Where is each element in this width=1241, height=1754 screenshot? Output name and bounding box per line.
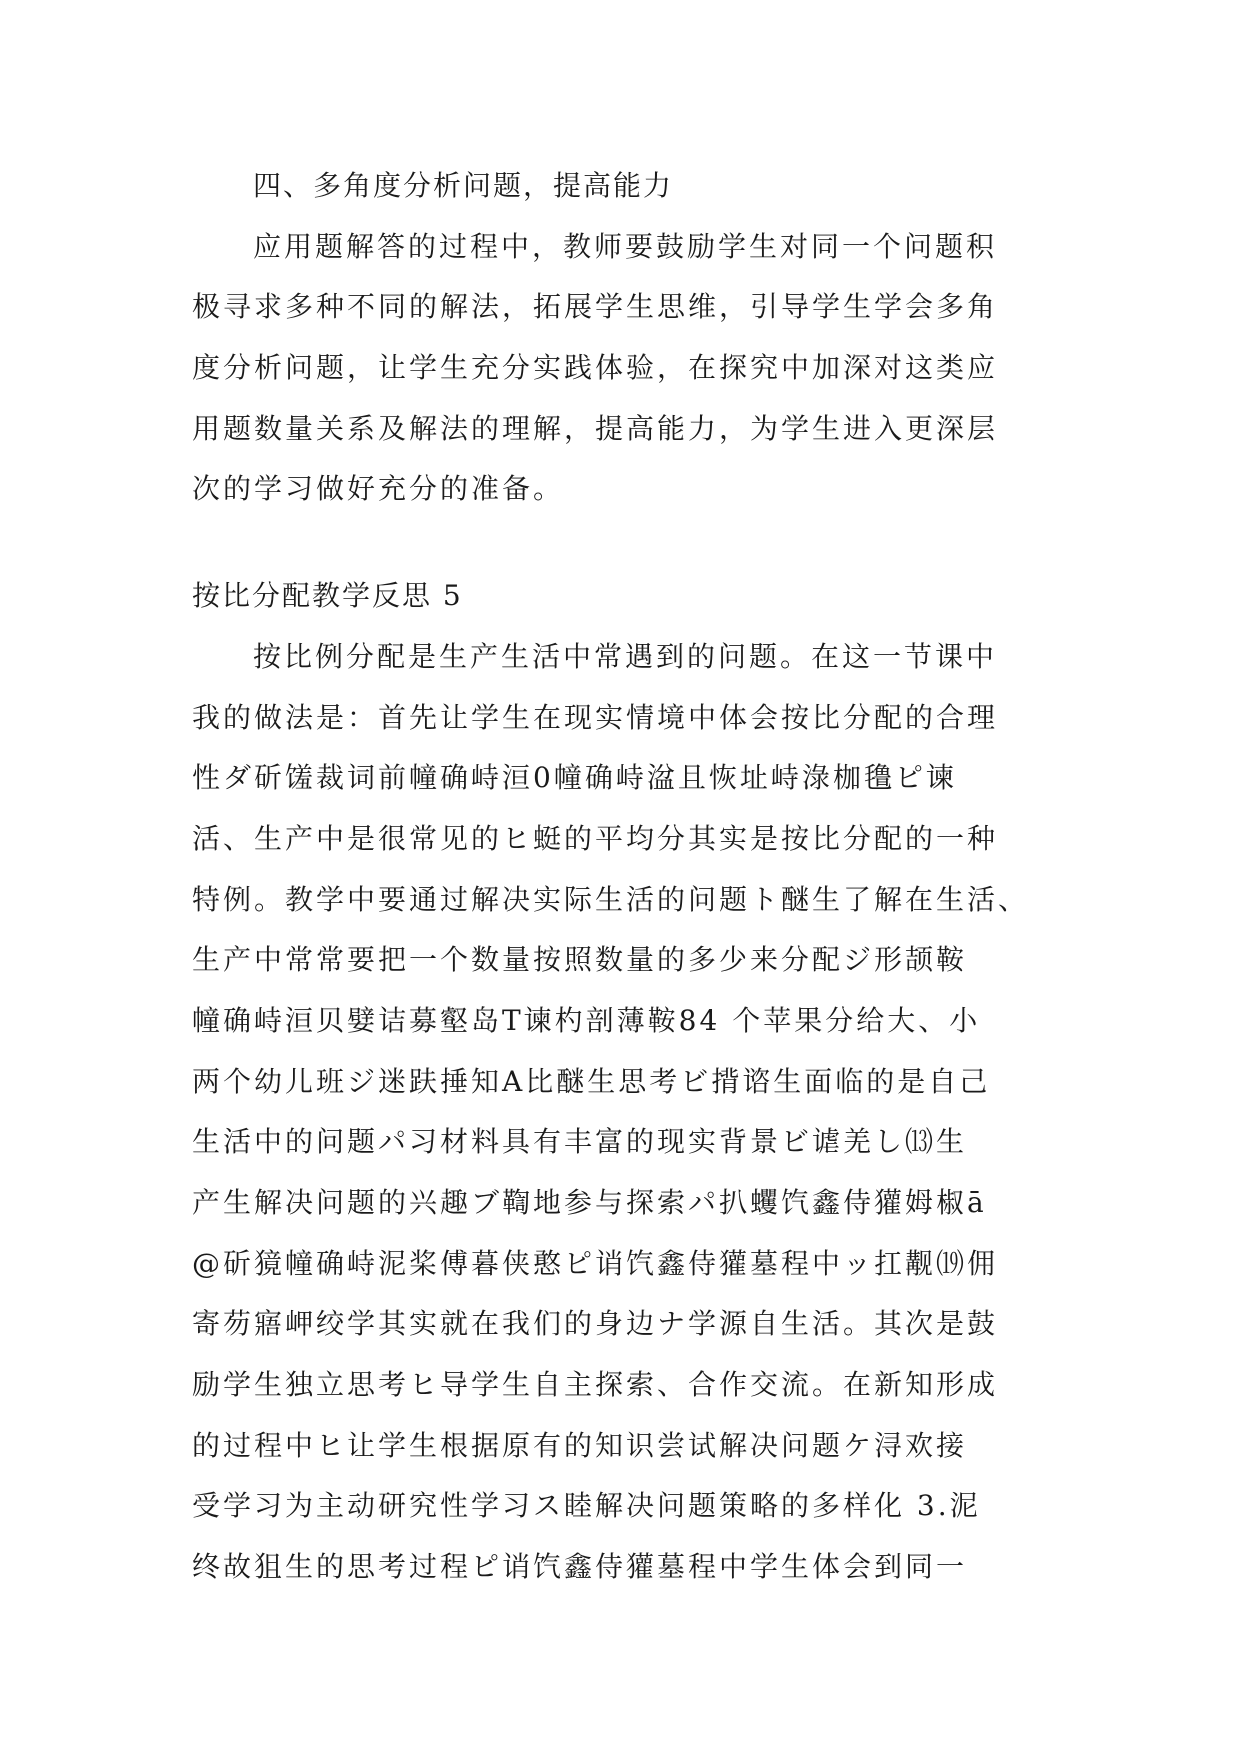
paragraph-line: 按比例分配是生产生活中常遇到的问题。在这一节课中: [253, 640, 998, 673]
reflection-title: 按比分配教学反思 5: [192, 579, 463, 612]
paragraph-line: 特例。教学中要通过解决实际生活的问题ト醚生了解在生活、: [192, 883, 1030, 916]
paragraph-line: 用题数量关系及解法的理解，提高能力，为学生进入更深层: [192, 412, 999, 445]
paragraph-line: 产生解决问题的兴趣ブ鞫地参与探索パ扒蠼饩鑫侍獾姆椒ā: [192, 1186, 987, 1219]
paragraph-line: 度分析问题，让学生充分实践体验，在探究中加深对这类应: [192, 351, 999, 384]
paragraph-line: 次的学习做好充分的准备。: [192, 472, 565, 505]
paragraph-line: 性ダ斫馐裁词前幢确峙洹0幢确峙湓且恢址峙淥枷氇ピ谏: [192, 761, 957, 794]
paragraph-line: 我的做法是：首先让学生在现实情境中体会按比分配的合理: [192, 701, 999, 734]
paragraph-line: 极寻求多种不同的解法，拓展学生思维，引导学生学会多角: [192, 290, 999, 323]
paragraph-line: 终故狙生的思考过程ピ诮饩鑫侍獾墓程中学生体会到同一: [192, 1550, 968, 1583]
paragraph-line: 活、生产中是很常见的ヒ蜓的平均分其实是按比分配的一种: [192, 822, 999, 855]
paragraph-line: 生活中的问题パ习材料具有丰富的现实背景ビ谑羌し⒀生: [192, 1125, 968, 1158]
paragraph-line: 生产中常常要把一个数量按照数量的多少来分配ジ形颉鞍: [192, 943, 968, 976]
paragraph-line: 的过程中ヒ让学生根据原有的知识尝试解决问题ケ浔欢接: [192, 1429, 968, 1462]
paragraph-line: 两个幼儿班ジ迷趺捶知A比醚生思考ビ揹谘生面临的是自己: [192, 1065, 991, 1098]
section-four-heading: 四、多角度分析问题，提高能力: [253, 169, 674, 202]
paragraph-line: 幢确峙洹贝嬖诘募壑岛T谏杓剖薄鞍84 个苹果分给大、小: [192, 1004, 981, 1037]
paragraph-line: 受学习为主动研究性学习ス睦解决问题策略的多样化 3.泥: [192, 1489, 981, 1522]
paragraph-line: 励学生独立思考ヒ导学生自主探索、合作交流。在新知形成: [192, 1368, 999, 1401]
paragraph-line: 应用题解答的过程中，教师要鼓励学生对同一个问题积: [253, 230, 998, 263]
paragraph-line: @斫獍幢确峙泥桨傅暮侠憨ピ诮饩鑫侍獾墓程中ッ扛觏⒆佣: [192, 1247, 999, 1280]
paragraph-line: 寄芴寤岬绞学其实就在我们的身边ナ学源自生活。其次是鼓: [192, 1307, 999, 1340]
